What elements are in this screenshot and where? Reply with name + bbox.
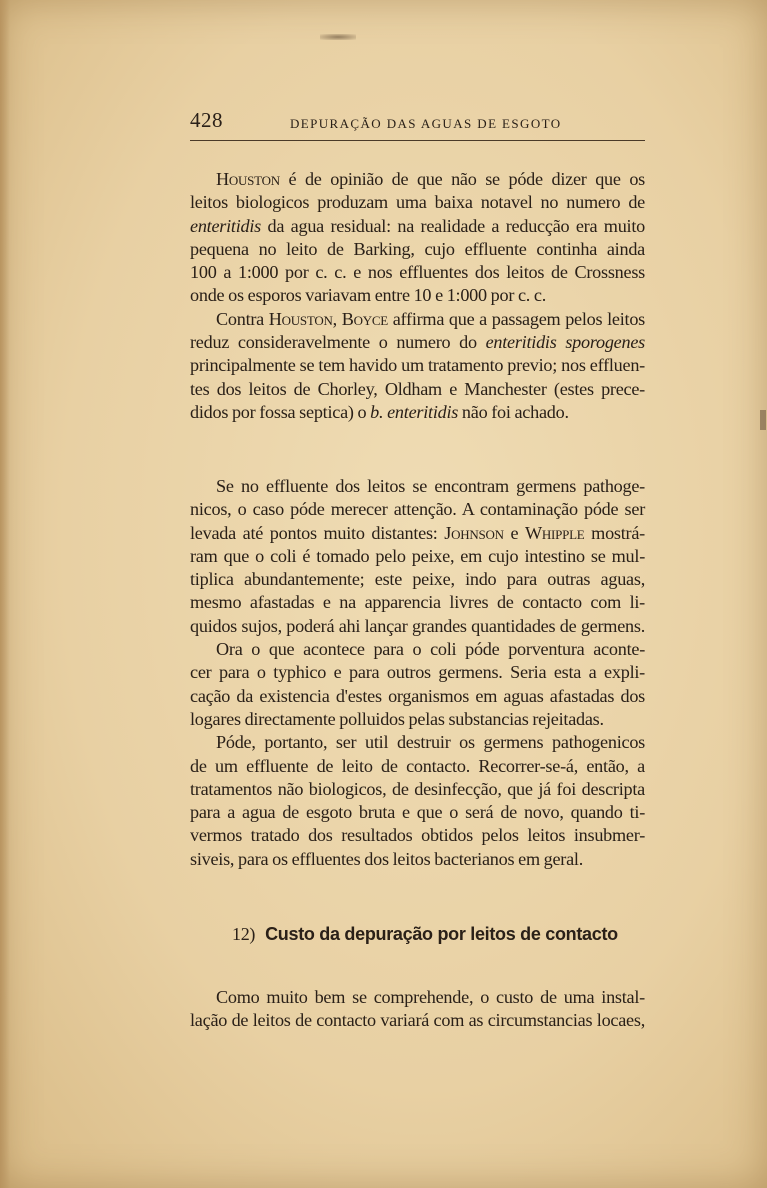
text-run: mesmo afastadas e na apparencia livres de contacto com li- [190,592,645,613]
text-run: tes dos leitos de Chorley, Oldham e Manchester (estes prece- [190,378,645,399]
text-run: nicos, o caso póde merecer attenção. A contaminação póde ser [190,499,645,520]
text-line [190,215,645,238]
text-run: vermos tratado dos resultados obtidos pelos leitos insubmer- [190,825,645,846]
text-line [190,498,645,521]
text-line [190,824,645,847]
text-line [190,331,645,354]
text-line [190,755,645,778]
text-run: reduz consideravelmente o numero do [190,332,486,353]
section-number: 12) [232,924,256,944]
author-name: Whipple [525,522,585,543]
author-name: Johnson [444,522,504,543]
text-line [190,615,645,638]
text-run: e [503,522,525,543]
text-run: para a agua de esgoto bruta e que o será de novo, quando ti- [190,802,645,823]
text-line [190,238,645,261]
text-run: tratamentos não biologicos, de desinfecção, que já foi descripta [190,778,645,799]
text-run: Póde, portanto, ser util destruir os germens pathogenicos [216,732,645,753]
species-name: enteritidis [190,215,262,236]
text-line [190,284,645,307]
text-run: de um effluente de leito de contacto. Recorrer-se-á, então, a [190,755,645,776]
text-line [190,708,645,731]
text-run: , [332,308,342,329]
paragraph-block-1 [190,168,645,424]
text-line [190,661,645,684]
text-run: pequena no leito de Barking, cujo effluente continha ainda [190,238,645,259]
text-run: cação da existencia d'estes organismos em aguas afastadas dos [190,685,645,706]
text-line [190,378,645,401]
text-line [190,685,645,708]
text-line [190,522,645,545]
text-line [190,848,645,871]
text-line [190,1009,645,1032]
text-line [190,308,645,331]
section-heading [232,924,618,945]
author-name: Houston [268,308,333,329]
text-run: tiplica abundantemente; este peixe, indo para outras aguas, [190,569,645,590]
text-line [190,475,645,498]
text-line [190,168,645,191]
text-run: cer para o typhico e para outros germens. Seria esta a expli- [190,662,645,683]
species-name: b. enteritidis [370,401,459,422]
page-header [190,108,645,141]
text-line [190,778,645,801]
text-line [190,191,645,214]
text-run: ram que o coli é tomado pelo peixe, em cujo intestino se mul- [190,545,645,566]
running-title: DEPURAÇÃO DAS AGUAS DE ESGOTO [290,116,562,131]
text-run: é de opinião de que não se póde dizer que os [279,169,645,189]
text-run: Contra [216,308,269,329]
text-run: didos por fossa septica) o [190,401,371,422]
page-left-edge [0,0,10,1188]
text-line [190,731,645,754]
text-run: 100 a 1:000 por c. c. e nos effluentes dos leitos de Crossness [190,262,645,283]
text-run: logares directamente polluidos pelas substancias rejeitadas. [190,708,604,729]
margin-mark [760,410,766,430]
text-run: lação de leitos de contacto variará com as circumstancias locaes, [190,1010,645,1031]
paragraph-block-3 [190,986,645,1033]
text-run: da agua residual: na realidade a reducção era muito [261,215,645,236]
text-run: siveis, para os effluentes dos leitos bacterianos em geral. [190,848,584,869]
text-line [190,986,645,1009]
text-line [190,591,645,614]
author-name: Houston [216,169,280,189]
text-line [190,638,645,661]
text-line [190,354,645,377]
text-run: não foi achado. [458,401,569,422]
species-name: enteritidis sporogenes [485,332,645,353]
text-run: quidos sujos, poderá ahi lançar grandes quantidades de germens. [190,615,645,636]
text-run: onde os esporos variavam entre 10 e 1:000 por c. c. [190,285,546,306]
text-run: mostrá- [584,522,645,543]
section-title: Custo da depuração por leitos de contacto [265,924,618,944]
text-line [190,801,645,824]
text-line [190,401,645,424]
paragraph-block-2 [190,475,645,871]
text-line [190,261,645,284]
author-name: Boyce [341,308,388,329]
ink-smudge [320,34,356,40]
text-run: Ora o que acontece para o coli póde porventura aconte- [216,639,645,660]
text-run: Se no effluente dos leitos se encontram germens pathoge- [216,476,645,496]
text-run: affirma que a passagem pelos leitos [387,308,645,329]
text-run: principalmente se tem havido um tratamento previo; nos effluen- [190,355,645,376]
text-run: levada até pontos muito distantes: [190,522,445,543]
text-run: Como muito bem se comprehende, o custo de uma instal- [216,987,645,1007]
text-run: leitos biologicos produzam uma baixa notavel no numero de [190,192,645,213]
page-number: 428 [190,108,223,132]
text-line [190,545,645,568]
text-line [190,568,645,591]
